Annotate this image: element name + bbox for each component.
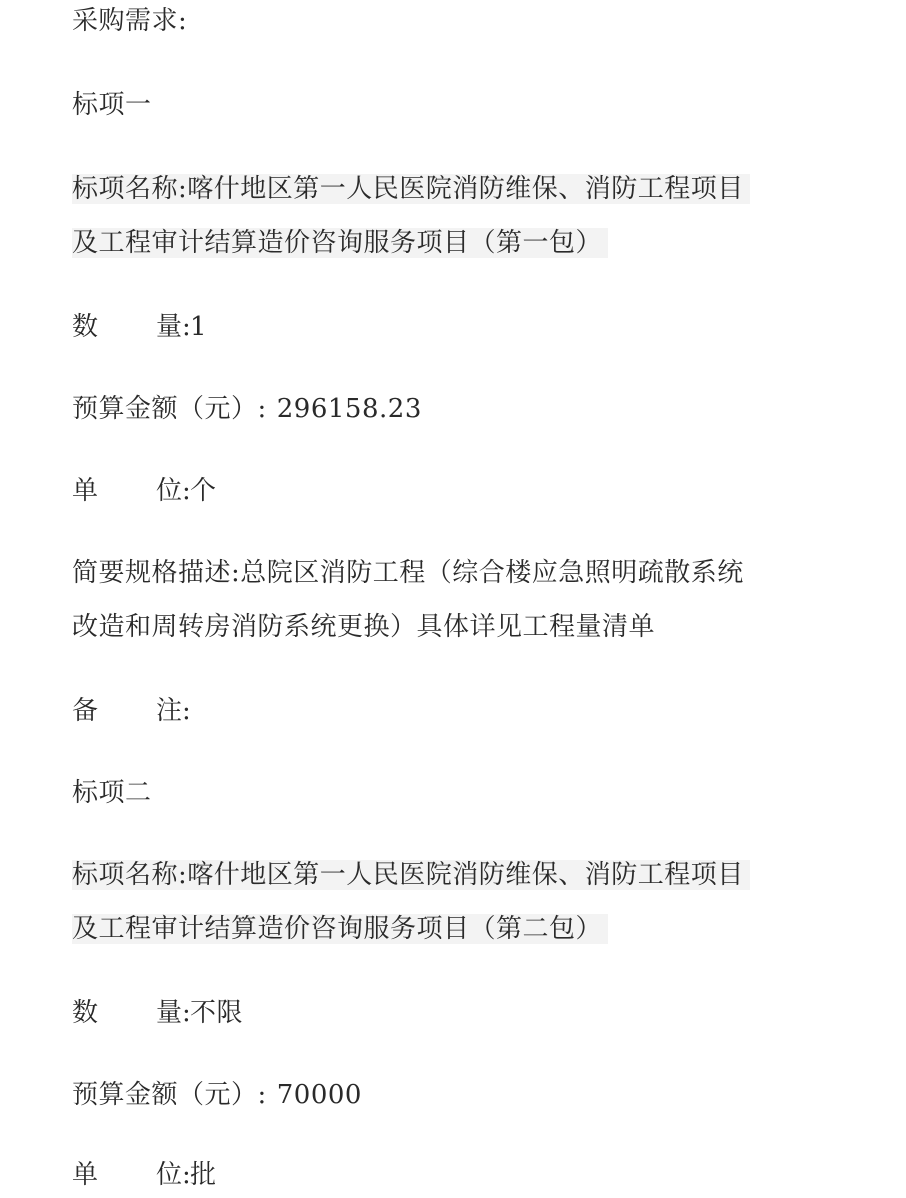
lot-2-qty-label-a: 数	[72, 998, 99, 1028]
lot-1-title: 标项一	[72, 90, 152, 120]
lot-1-qty-label-b: 量:	[156, 312, 191, 342]
lot-1-unit-value: 个	[190, 476, 217, 506]
lot-2-budget-label: 预算金额（元）:	[72, 1080, 267, 1110]
lot-2-title: 标项二	[72, 778, 152, 808]
lot-1-spec-text1: 总院区消防工程（综合楼应急照明疏散系统	[240, 558, 744, 588]
lot-2-budget-value: 70000	[276, 1080, 362, 1110]
lot-2-qty-value: 不限	[190, 998, 244, 1028]
lot-2-unit-label-a: 单	[72, 1160, 99, 1190]
lot-1-qty-value: 1	[190, 312, 208, 342]
lot-2-unit-label-b: 位:	[156, 1160, 191, 1190]
lot-2-name-text2: 及工程审计结算造价咨询服务项目（第二包）	[72, 914, 608, 944]
lot-1-spec-line1	[72, 556, 744, 590]
lot-2-qty-label-b: 量:	[156, 998, 191, 1028]
lot-1-spec-line2: 改造和周转房消防系统更换）具体详见工程量清单	[72, 612, 656, 642]
lot-1-name-text2: 及工程审计结算造价咨询服务项目（第一包）	[72, 228, 608, 258]
lot-1-name-line2	[72, 226, 608, 260]
lot-1-qty-label-a: 数	[72, 312, 99, 342]
lot-1-unit	[72, 474, 217, 508]
lot-2-quantity	[72, 996, 243, 1030]
lot-1-note-label-a: 备	[72, 696, 99, 726]
lot-2-name-line1	[72, 858, 750, 892]
lot-1-name-text1: 喀什地区第一人民医院消防维保、消防工程项目	[187, 174, 744, 204]
lot-1-budget	[72, 392, 422, 426]
lot-2-unit	[72, 1158, 217, 1192]
lot-1-name-line1	[72, 172, 750, 206]
lot-1-budget-label: 预算金额（元）:	[72, 394, 267, 424]
lot-2-name-label: 标项名称:	[72, 860, 188, 890]
lot-2-name-line2	[72, 912, 608, 946]
lot-1-budget-value: 296158.23	[276, 394, 422, 424]
lot-1-unit-label-b: 位:	[156, 476, 191, 506]
lot-2-unit-value: 批	[190, 1160, 217, 1190]
lot-2-budget	[72, 1078, 362, 1112]
section-heading: 采购需求:	[72, 6, 188, 36]
lot-2-name-text1: 喀什地区第一人民医院消防维保、消防工程项目	[187, 860, 744, 890]
lot-1-note	[72, 694, 190, 728]
lot-1-quantity	[72, 310, 207, 344]
lot-1-note-label-b: 注:	[156, 696, 191, 726]
lot-1-name-label: 标项名称:	[72, 174, 188, 204]
lot-1-spec-label: 简要规格描述:	[72, 558, 241, 588]
lot-1-unit-label-a: 单	[72, 476, 99, 506]
